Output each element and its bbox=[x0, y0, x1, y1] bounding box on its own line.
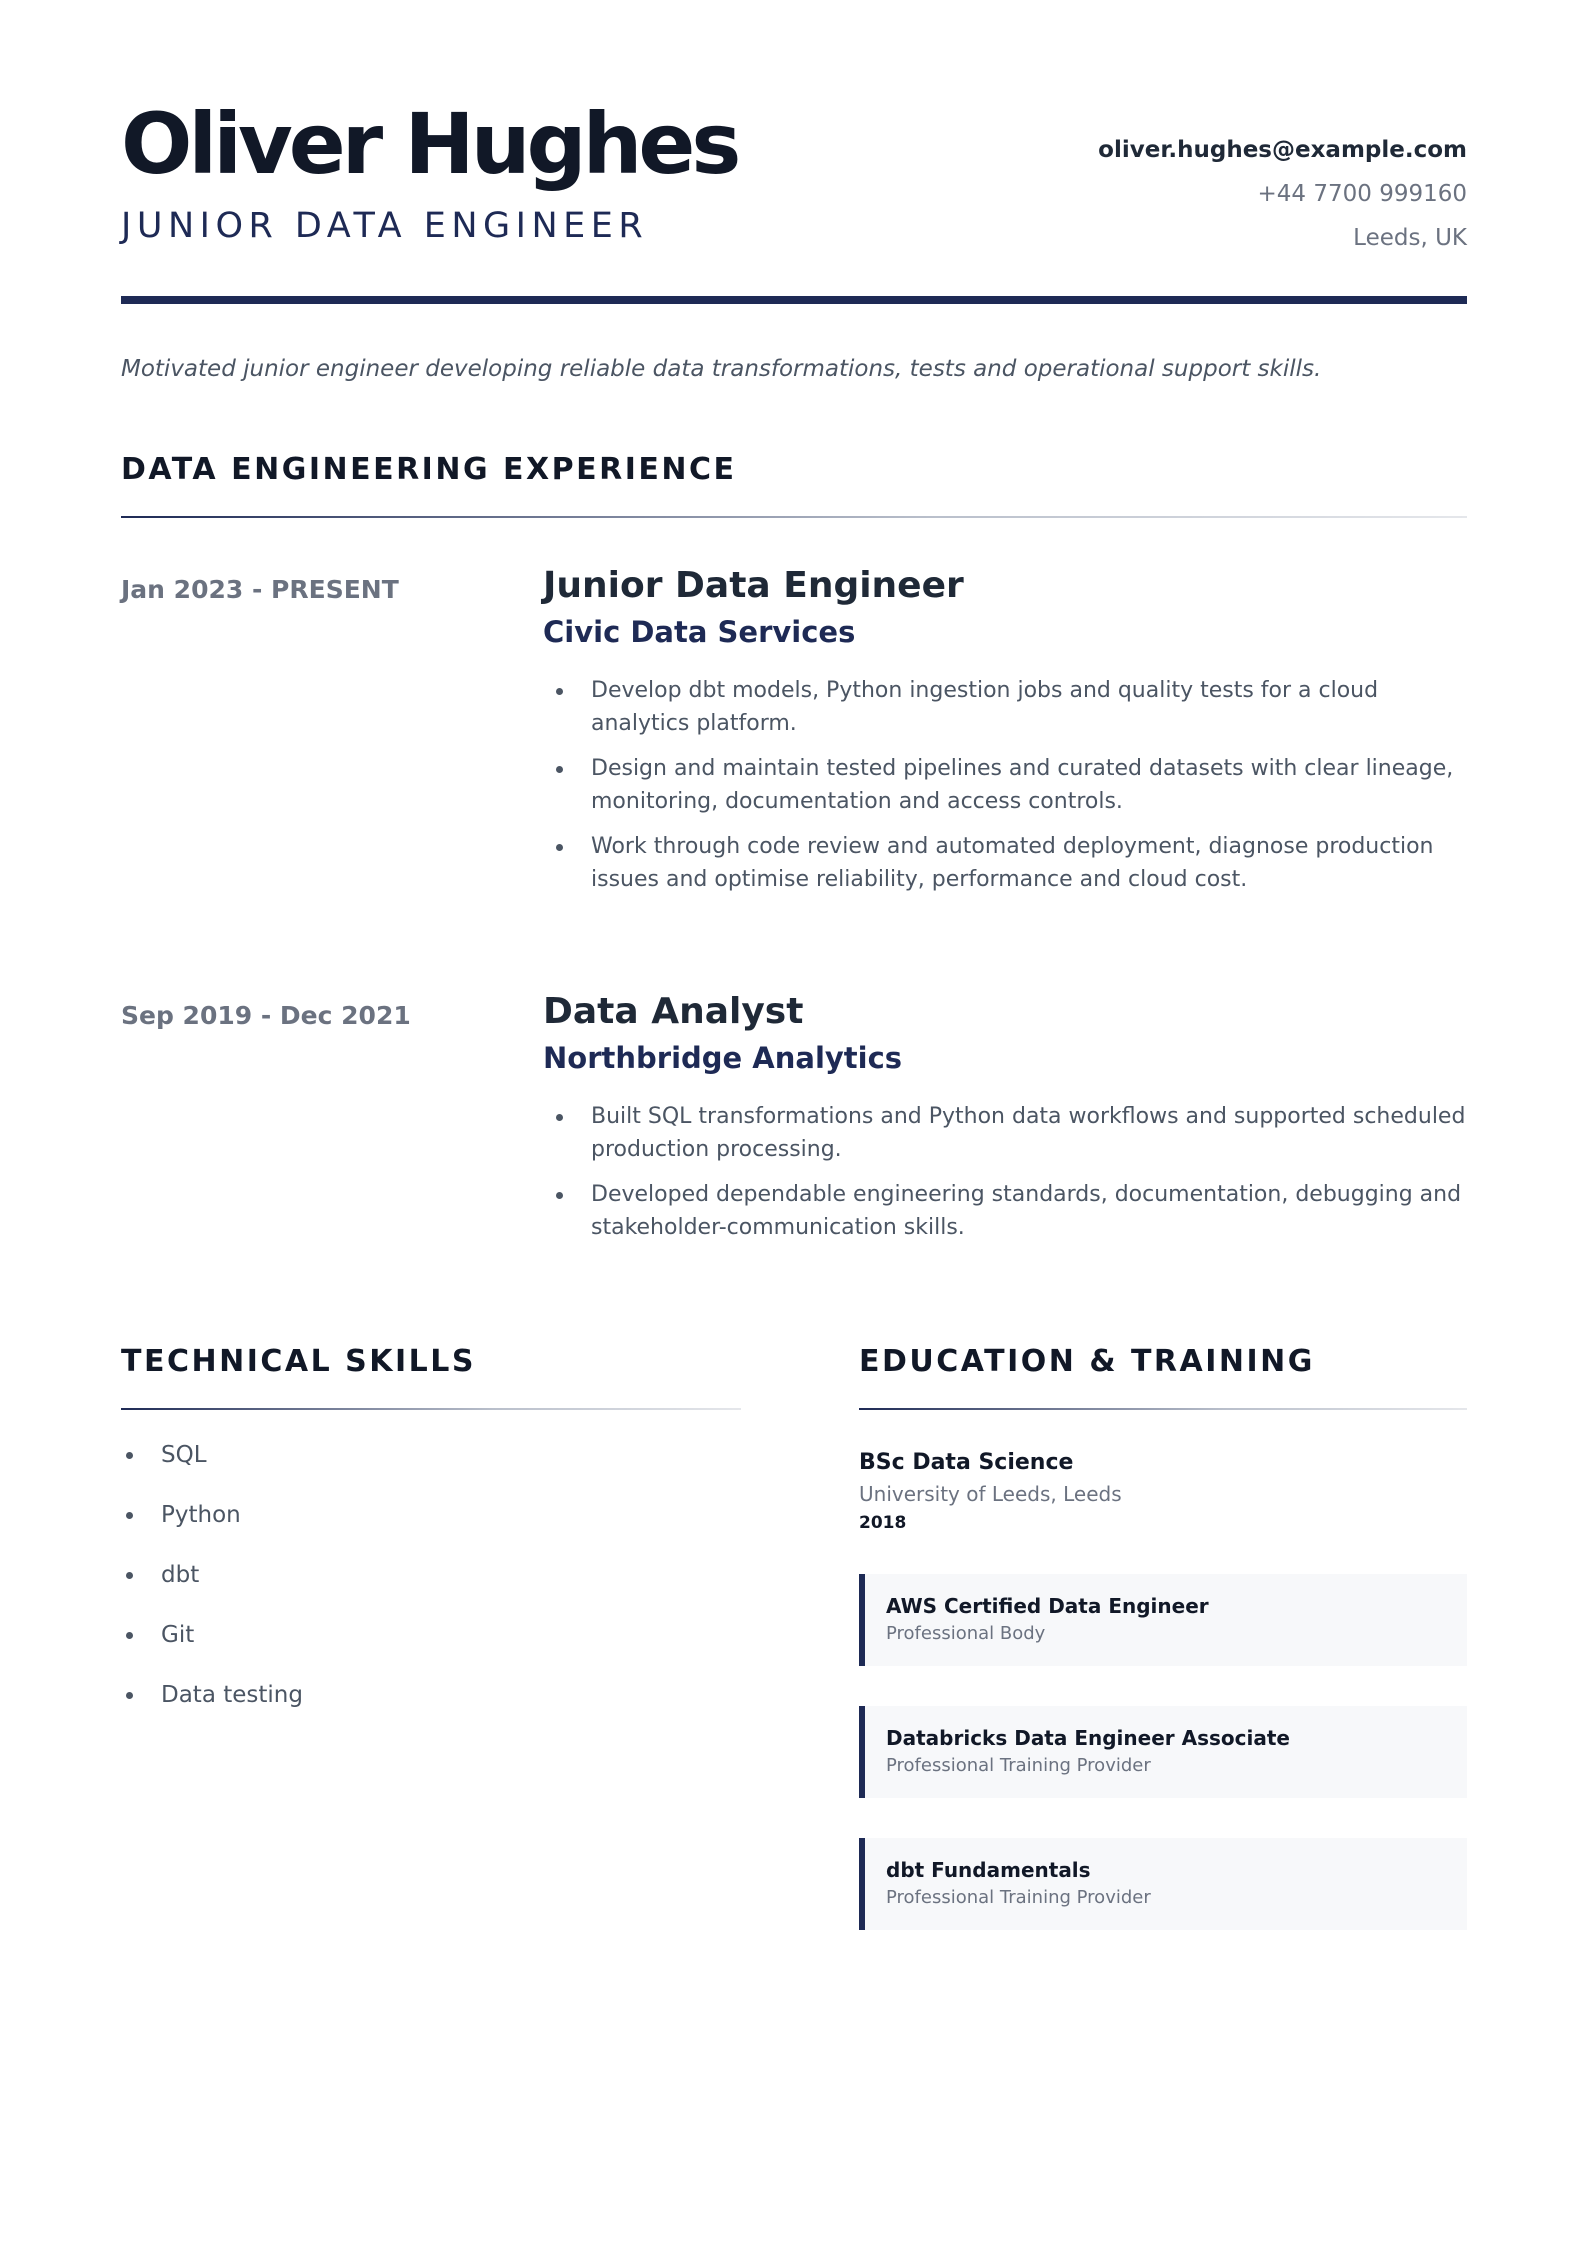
education-section bbox=[859, 1344, 1467, 1930]
job-bullet: Design and maintain tested pipelines and curated datasets with clear lineage, monitoring, documentation and access controls. bbox=[543, 752, 1467, 818]
bottom-columns bbox=[121, 1344, 1467, 1930]
location: Leeds, UK bbox=[1353, 225, 1467, 251]
job-bullets bbox=[543, 1100, 1467, 1244]
job-details bbox=[543, 988, 1467, 1256]
skills-section bbox=[121, 1344, 741, 1930]
skill-item: Git bbox=[121, 1620, 741, 1650]
job-bullet: Work through code review and automated deployment, diagnose production issues and optimise reliability, performance and cloud cost. bbox=[543, 830, 1467, 896]
certification-name: dbt Fundamentals bbox=[886, 1858, 1091, 1882]
job-role: Junior Data Engineer bbox=[543, 565, 964, 606]
contact-block bbox=[1098, 92, 1467, 260]
education-heading: EDUCATION & TRAINING bbox=[859, 1344, 1315, 1379]
skill-item: Data testing bbox=[121, 1680, 741, 1710]
candidate-name: Oliver Hughes bbox=[121, 95, 738, 193]
certification-card bbox=[859, 1574, 1467, 1666]
skills-list bbox=[121, 1440, 741, 1710]
job-bullet: Develop dbt models, Python ingestion jobs and quality tests for a cloud analytics platform. bbox=[543, 674, 1467, 740]
degree-year: 2018 bbox=[859, 1513, 907, 1533]
experience-heading: DATA ENGINEERING EXPERIENCE bbox=[121, 452, 737, 487]
skill-item: SQL bbox=[121, 1440, 741, 1470]
education-divider bbox=[859, 1408, 1467, 1410]
skills-divider bbox=[121, 1408, 741, 1410]
skills-heading: TECHNICAL SKILLS bbox=[121, 1344, 476, 1379]
job-entry bbox=[121, 562, 1467, 908]
certification-issuer: Professional Training Provider bbox=[886, 1755, 1151, 1776]
name-block bbox=[121, 92, 737, 260]
certification-card bbox=[859, 1706, 1467, 1798]
job-bullet: Developed dependable engineering standards, documentation, debugging and stakeholder-communication skills. bbox=[543, 1178, 1467, 1244]
job-dates: Sep 2019 - Dec 2021 bbox=[121, 1001, 411, 1030]
degree-entry bbox=[859, 1448, 1467, 1536]
job-title: JUNIOR DATA ENGINEER bbox=[121, 206, 649, 246]
experience-divider bbox=[121, 516, 1467, 518]
experience-section bbox=[121, 452, 1467, 1256]
job-company: Northbridge Analytics bbox=[543, 1041, 903, 1075]
degree-school: University of Leeds, Leeds bbox=[859, 1482, 1122, 1506]
job-bullet: Built SQL transformations and Python data workflows and supported scheduled production processing. bbox=[543, 1100, 1467, 1166]
job-bullets bbox=[543, 674, 1467, 896]
skill-item: dbt bbox=[121, 1560, 741, 1590]
certification-issuer: Professional Training Provider bbox=[886, 1887, 1151, 1908]
certification-name: Databricks Data Engineer Associate bbox=[886, 1726, 1290, 1750]
job-role: Data Analyst bbox=[543, 991, 804, 1032]
job-company: Civic Data Services bbox=[543, 615, 856, 649]
skill-item: Python bbox=[121, 1500, 741, 1530]
email-link[interactable]: oliver.hughes@example.com bbox=[1098, 137, 1467, 163]
job-details bbox=[543, 562, 1467, 908]
profile-summary: Motivated junior engineer developing reliable data transformations, tests and operational support skills. bbox=[121, 356, 1322, 382]
certification-issuer: Professional Body bbox=[886, 1623, 1046, 1644]
degree-name: BSc Data Science bbox=[859, 1450, 1074, 1475]
phone-number: +44 7700 999160 bbox=[1257, 181, 1467, 207]
resume-header bbox=[121, 0, 1467, 260]
job-dates: Jan 2023 - PRESENT bbox=[121, 575, 399, 604]
header-divider bbox=[121, 296, 1467, 304]
job-entry bbox=[121, 988, 1467, 1256]
certification-card bbox=[859, 1838, 1467, 1930]
certification-name: AWS Certified Data Engineer bbox=[886, 1594, 1209, 1618]
